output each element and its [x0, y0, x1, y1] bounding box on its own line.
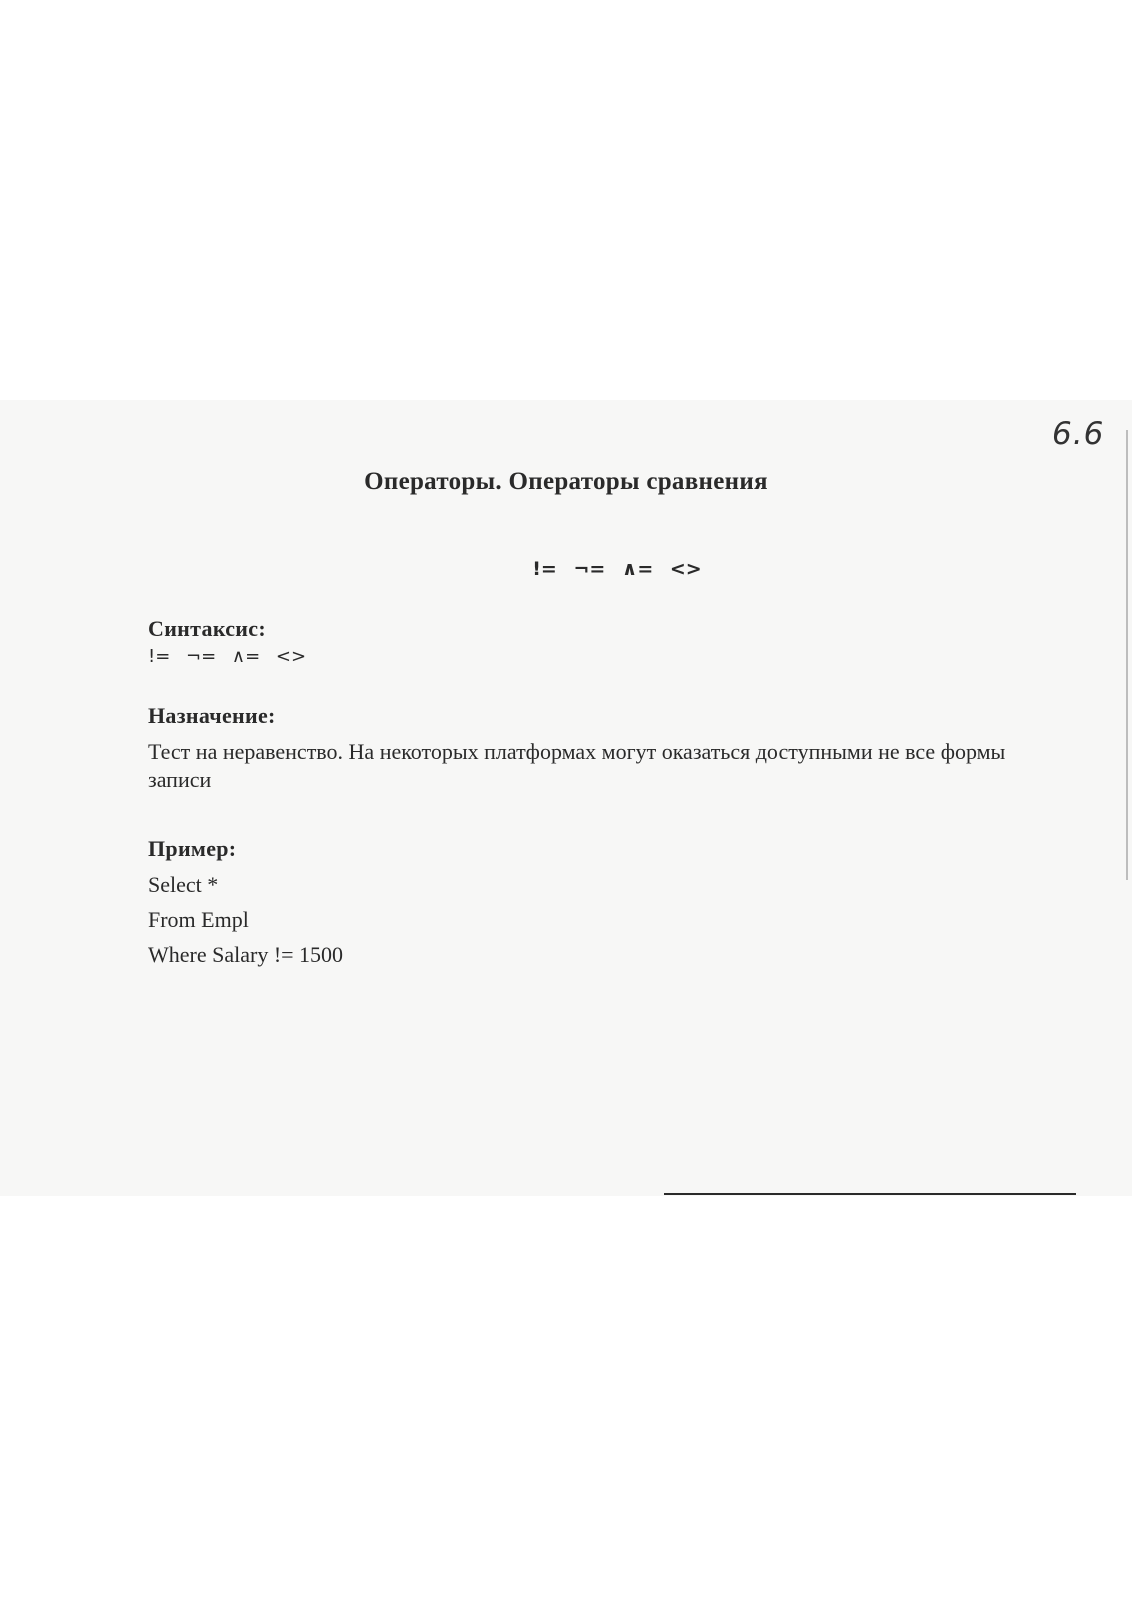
card-edge [1126, 430, 1128, 880]
handwritten-page-number: 6.6 [1052, 416, 1105, 452]
syntax-line: != ¬= ∧= <> [148, 646, 307, 667]
example-line-select: Select * [148, 872, 219, 897]
purpose-text: Тест на неравенство. На некоторых платформах могут оказаться доступными не все формы записи [148, 739, 1006, 792]
operators-header: != ¬= ∧= <> [532, 558, 702, 580]
example-label: Пример: [148, 836, 237, 861]
card-bottom-line [664, 1193, 1076, 1195]
syntax-label: Синтаксис: [148, 616, 266, 641]
reference-card [0, 400, 1132, 1196]
page-title: Операторы. Операторы сравнения [364, 468, 768, 495]
example-line-from: From Empl [148, 907, 249, 932]
purpose-label: Назначение: [148, 703, 276, 728]
example-line-where: Where Salary != 1500 [148, 942, 344, 967]
